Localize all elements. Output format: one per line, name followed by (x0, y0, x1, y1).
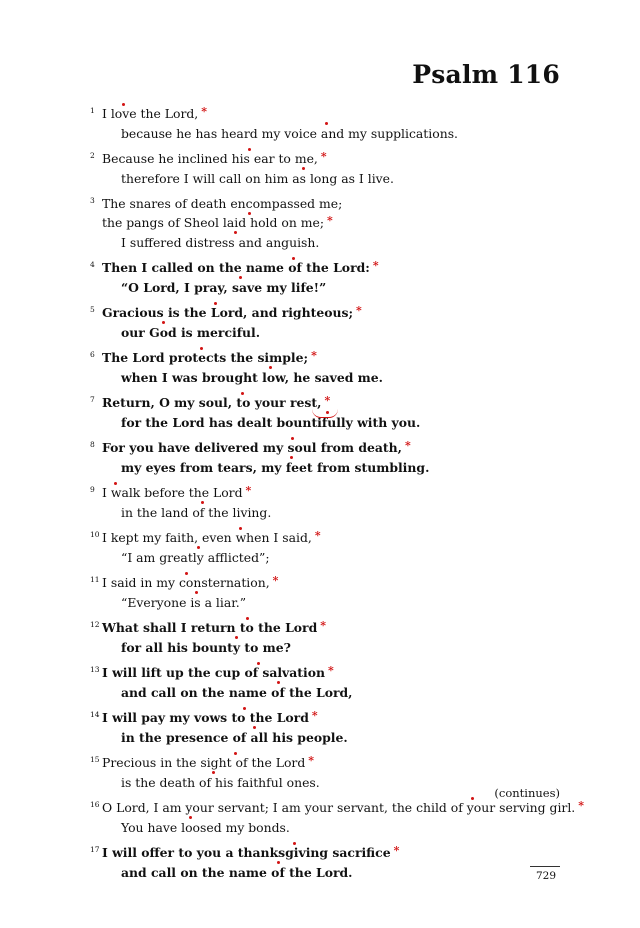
verse-line-text: Precious in the sight of the Lord (102, 755, 306, 770)
pointing-dot (293, 842, 296, 845)
verse-line-text: for the Lord has dealt bountifully with you. (121, 415, 421, 430)
pointing-dot (269, 366, 272, 369)
verse-line-text: I suffered distress and anguish. (121, 235, 320, 250)
asterisk-mark: * (272, 574, 279, 587)
verse-line-text: I will lift up the cup of salvation (102, 665, 325, 680)
page-number-rule (530, 866, 560, 867)
verse-line (90, 194, 570, 213)
verse-number: 15 (90, 755, 100, 764)
verse-number: 10 (90, 530, 100, 539)
verse-line (90, 233, 570, 252)
verse-line (90, 323, 570, 342)
verse-line (90, 213, 570, 233)
pointing-dot (243, 707, 246, 710)
verse-line-text: because he has heard my voice and my supplications. (121, 126, 458, 141)
verse-line-text: our God is merciful. (121, 325, 261, 340)
pointing-dot (239, 276, 242, 279)
pointing-dot (234, 752, 237, 755)
verse-line (90, 798, 584, 818)
verse-number: 2 (90, 151, 95, 160)
pointing-dot (189, 816, 192, 819)
pointing-dot (471, 797, 474, 800)
verse-number: 5 (90, 305, 95, 314)
asterisk-mark: * (578, 799, 584, 812)
verse-10 (90, 528, 570, 567)
asterisk-mark: * (393, 844, 400, 857)
verse-number: 16 (90, 800, 100, 809)
verse-8 (90, 438, 570, 477)
verse-line (90, 258, 570, 278)
verse-line-text: when I was brought low, he saved me. (121, 370, 383, 385)
asterisk-mark: * (308, 754, 315, 767)
asterisk-mark: * (320, 150, 327, 163)
verse-17 (90, 843, 570, 882)
asterisk-mark: * (324, 394, 331, 407)
verse-line (90, 863, 570, 882)
pointing-dot (290, 456, 293, 459)
verse-line-text: The snares of death encompassed me; (102, 196, 343, 211)
verse-line (90, 124, 570, 143)
verse-number: 11 (90, 575, 100, 584)
verse-12 (90, 618, 570, 657)
verse-line (90, 438, 570, 458)
verse-line (90, 278, 570, 297)
verse-1 (90, 104, 570, 143)
verse-line-text: I will pay my vows to the Lord (102, 710, 309, 725)
pointing-dot (325, 122, 328, 125)
verse-13 (90, 663, 570, 702)
verse-number: 7 (90, 395, 95, 404)
verse-number: 17 (90, 845, 100, 854)
verse-line (90, 169, 570, 188)
verse-line (90, 149, 570, 169)
verse-line-text: “Everyone is a liar.” (121, 595, 247, 610)
verse-line (90, 843, 570, 863)
verse-line-text: Return, O my soul, to your rest, (102, 395, 322, 410)
verse-number: 3 (90, 196, 95, 205)
verse-line (90, 618, 570, 638)
verse-line-text: and call on the name of the Lord. (121, 865, 353, 880)
verse-number: 12 (90, 620, 100, 629)
pointing-dot (248, 148, 251, 151)
verse-line (90, 368, 570, 387)
continues-note: (continues) (494, 786, 560, 800)
verse-line (90, 573, 570, 593)
verse-line-text: for all his bounty to me? (121, 640, 291, 655)
verse-line (90, 593, 570, 612)
verse-line-text: You have loosed my bonds. (121, 820, 290, 835)
verse-line-text: is the death of his faithful ones. (121, 775, 320, 790)
pointing-dot (277, 861, 280, 864)
verse-line (90, 303, 570, 323)
pointing-dot (195, 591, 198, 594)
pointing-dot (246, 617, 249, 620)
pointing-dot (197, 546, 200, 549)
asterisk-mark: * (201, 105, 208, 118)
page-number: 729 (535, 870, 556, 882)
pointing-dot (235, 636, 238, 639)
asterisk-mark: * (372, 259, 379, 272)
verse-line (90, 663, 570, 683)
verse-5 (90, 303, 570, 342)
verse-line-text: “O Lord, I pray, save my life!” (121, 280, 327, 295)
verse-line (90, 638, 570, 657)
verse-line-text: and call on the name of the Lord, (121, 685, 353, 700)
verse-line (90, 708, 570, 728)
asterisk-mark: * (356, 304, 362, 317)
pointing-dot (277, 681, 280, 684)
asterisk-mark: * (404, 439, 411, 452)
asterisk-mark: * (327, 214, 333, 227)
verse-line (90, 818, 570, 837)
pointing-dot (185, 572, 188, 575)
verse-9 (90, 483, 570, 522)
verse-line (90, 104, 570, 124)
pointing-dot (302, 167, 305, 170)
verse-line-text: I love the Lord, (102, 106, 199, 121)
pointing-dot (253, 726, 256, 729)
verse-line-text: therefore I will call on him as long as I live. (121, 171, 394, 186)
pointing-dot (200, 347, 203, 350)
pointing-dot (248, 212, 251, 215)
pointing-dot (234, 231, 237, 234)
pointing-dot (291, 437, 294, 440)
pointing-dot (201, 501, 204, 504)
verse-14 (90, 708, 570, 747)
verse-line-text: the pangs of Sheol laid hold on me; (102, 215, 324, 230)
psalm-text (90, 104, 584, 888)
pointing-dot (214, 302, 217, 305)
pointing-dot (162, 321, 165, 324)
verse-6 (90, 348, 570, 387)
asterisk-mark: * (245, 484, 252, 497)
verse-line-text: What shall I return to the Lord (102, 620, 318, 635)
verse-line-text: my eyes from tears, my feet from stumbling. (121, 460, 430, 475)
verse-line-text: I walk before the Lord (102, 485, 243, 500)
page-title: Psalm 116 (412, 60, 560, 89)
verse-line (90, 503, 570, 522)
verse-line (90, 548, 570, 567)
verse-line (90, 483, 570, 503)
verse-4 (90, 258, 570, 297)
verse-line-text: I said in my consternation, (102, 575, 270, 590)
pointing-dot (241, 392, 244, 395)
verse-line-text: in the presence of all his people. (121, 730, 348, 745)
verse-line-text: “I am greatly afflicted”; (121, 550, 270, 565)
verse-number: 14 (90, 710, 100, 719)
verse-line (90, 458, 570, 477)
verse-line-text: For you have delivered my soul from death, (102, 440, 402, 455)
verse-number: 1 (90, 106, 95, 115)
verse-line-text: I kept my faith, even when I said, (102, 530, 312, 545)
verse-line-text: Gracious is the Lord, and righteous; (102, 305, 354, 320)
asterisk-mark: * (320, 619, 326, 632)
pointing-dot (257, 662, 260, 665)
verse-number: 4 (90, 260, 95, 269)
verse-line (90, 528, 570, 548)
asterisk-mark: * (311, 349, 317, 362)
asterisk-mark: * (328, 664, 334, 677)
verse-7 (90, 393, 570, 432)
pointing-dot (114, 482, 117, 485)
verse-line-text: in the land of the living. (121, 505, 272, 520)
asterisk-mark: * (311, 709, 318, 722)
verse-line-text: Then I called on the name of the Lord: (102, 260, 370, 275)
verse-line (90, 728, 570, 747)
verse-16 (90, 798, 584, 837)
verse-line-text: I will offer to you a thanksgiving sacrifice (102, 845, 391, 860)
verse-line-text: The Lord protects the simple; (102, 350, 309, 365)
verse-number: 6 (90, 350, 95, 359)
pointing-dot (239, 527, 242, 530)
verse-number: 9 (90, 485, 95, 494)
verse-line (90, 753, 570, 773)
verse-line (90, 683, 570, 702)
verse-line-text: Because he inclined his ear to me, (102, 151, 318, 166)
verse-line (90, 348, 570, 368)
verse-line-text: O Lord, I am your servant; I am your servant, the child of your serving girl. (102, 800, 576, 815)
pointing-dot (212, 771, 215, 774)
verse-number: 8 (90, 440, 95, 449)
verse-2 (90, 149, 570, 188)
asterisk-mark: * (314, 529, 321, 542)
verse-number: 13 (90, 665, 100, 674)
verse-3 (90, 194, 570, 252)
pointing-dot (122, 103, 125, 106)
pointing-dot (292, 257, 295, 260)
verse-11 (90, 573, 570, 612)
